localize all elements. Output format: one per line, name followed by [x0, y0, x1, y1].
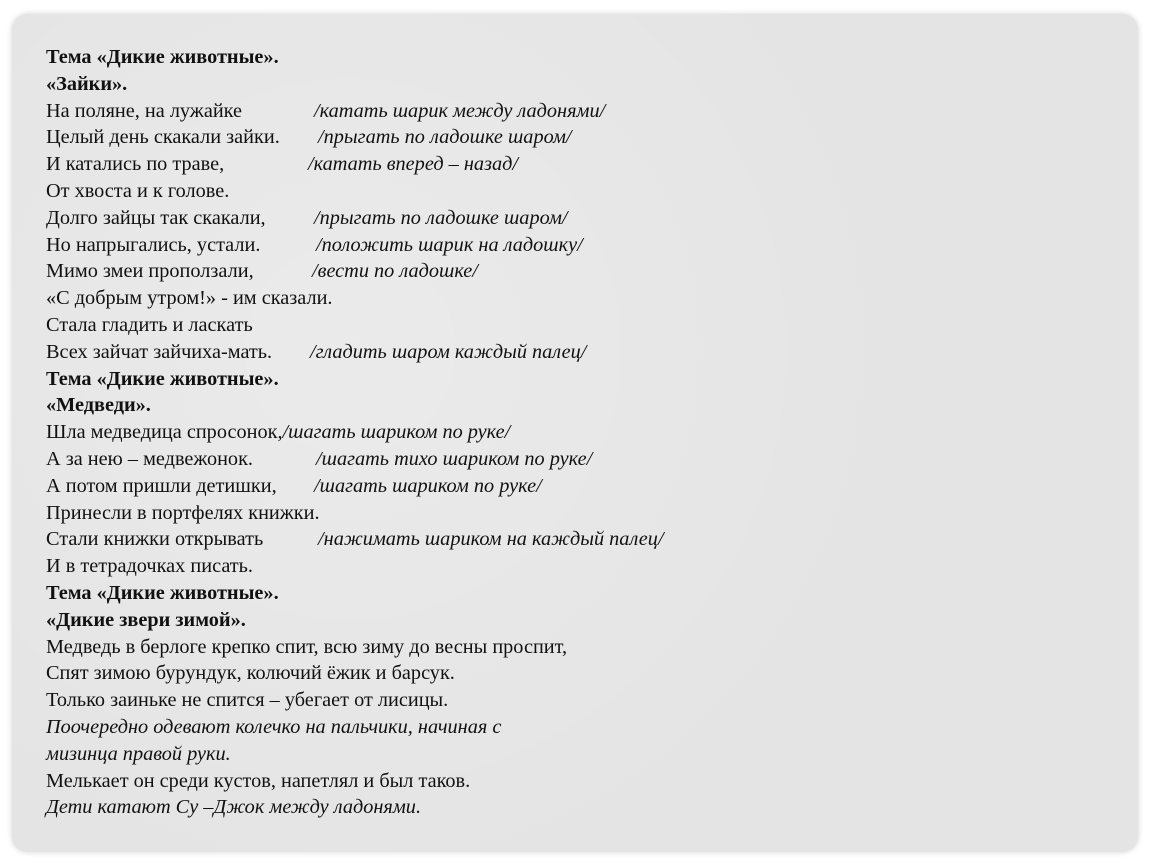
line-text: Стали книжки открывать — [46, 528, 264, 551]
verse-line — [46, 634, 1136, 661]
line-text: Тема «Дикие животные». — [46, 581, 279, 604]
verse-line — [46, 285, 1136, 312]
action-note: /шагать шариком по руке/ — [314, 474, 542, 497]
instruction-line — [46, 714, 1136, 741]
line-text: мизинца правой руки. — [46, 742, 231, 765]
line-text: На поляне, на лужайке — [46, 99, 243, 122]
action-note: /прыгать по ладошке шаром/ — [314, 206, 568, 229]
action-note: /катать шарик между ладонями/ — [314, 99, 606, 122]
line-text: Тема «Дикие животные». — [46, 367, 279, 390]
verse-line — [46, 339, 1136, 366]
line-text: «Дикие звери зимой». — [46, 608, 246, 631]
heading-line — [46, 607, 1136, 634]
line-text: Медведь в берлоге крепко спит, всю зиму до весны проспит, — [46, 635, 568, 658]
verse-line — [46, 205, 1136, 232]
verse-line — [46, 526, 1136, 553]
instruction-line — [46, 741, 1136, 768]
line-text: Принесли в портфелях книжки. — [46, 501, 320, 524]
verse-line — [46, 660, 1136, 687]
line-text: От хвоста и к голове. — [46, 179, 230, 202]
verse-line — [46, 98, 1136, 125]
verse-line — [46, 258, 1136, 285]
heading-line — [46, 366, 1136, 393]
heading-line — [46, 71, 1136, 98]
line-text: А потом пришли детишки, — [46, 474, 277, 497]
line-text: Стала гладить и ласкать — [46, 313, 253, 336]
verse-line — [46, 553, 1136, 580]
line-text: Дети катают Су –Джок между ладонями. — [46, 796, 422, 819]
verse-line — [46, 687, 1136, 714]
line-text: Только заиньке не спится – убегает от лисицы. — [46, 689, 449, 712]
instruction-line — [46, 794, 1136, 821]
verse-line — [46, 151, 1136, 178]
line-text: Мелькает он среди кустов, напетлял и был таков. — [46, 769, 471, 792]
heading-line — [46, 580, 1136, 607]
line-text: Тема «Дикие животные». — [46, 46, 279, 68]
verse-line — [46, 178, 1136, 205]
action-note: /гладить шаром каждый палец/ — [310, 340, 587, 363]
line-text: «С добрым утром!» - им сказали. — [46, 287, 333, 310]
line-text: Поочередно одевают колечко на пальчики, начиная с — [46, 715, 502, 738]
verse-line — [46, 500, 1136, 527]
line-text: «Медведи». — [46, 394, 151, 417]
verse-line — [46, 473, 1136, 500]
slide-background — [12, 14, 1138, 852]
verse-line — [46, 124, 1136, 151]
action-note: /вести по ладошке/ — [312, 260, 478, 283]
line-text: И катались по траве, — [46, 153, 225, 176]
verse-line — [46, 768, 1136, 795]
line-text: Долго зайцы так скакали, — [46, 206, 266, 229]
line-text: «Зайки». — [46, 72, 128, 95]
line-text: Всех зайчат зайчиха-мать. — [46, 340, 273, 363]
action-note: /шагать тихо шариком по руке/ — [316, 447, 593, 470]
action-note: /положить шарик на ладошку/ — [316, 233, 583, 256]
action-note: /прыгать по ладошке шаром/ — [318, 126, 572, 149]
verse-line — [46, 446, 1136, 473]
line-text: Но напрыгались, устали. — [46, 233, 261, 256]
heading-line — [46, 392, 1136, 419]
action-note: /нажимать шариком на каждый палец/ — [318, 528, 664, 551]
action-note: /катать вперед – назад/ — [308, 153, 519, 176]
line-text: Спят зимою бурундук, колючий ёжик и барсук. — [46, 662, 455, 685]
line-text: И в тетрадочках писать. — [46, 555, 253, 578]
action-note: /шагать шариком по руке/ — [282, 421, 511, 444]
verse-line — [46, 312, 1136, 339]
line-text: Шла медведица спросонок, — [46, 421, 283, 444]
line-text: Мимо змеи проползали, — [46, 260, 254, 283]
line-text: Целый день скакали зайки. — [46, 126, 280, 149]
line-text: А за нею – медвежонок. — [46, 447, 254, 470]
verse-line — [46, 232, 1136, 259]
verse-line — [46, 419, 1136, 446]
document-text — [46, 44, 1136, 821]
heading-line — [46, 44, 1136, 71]
